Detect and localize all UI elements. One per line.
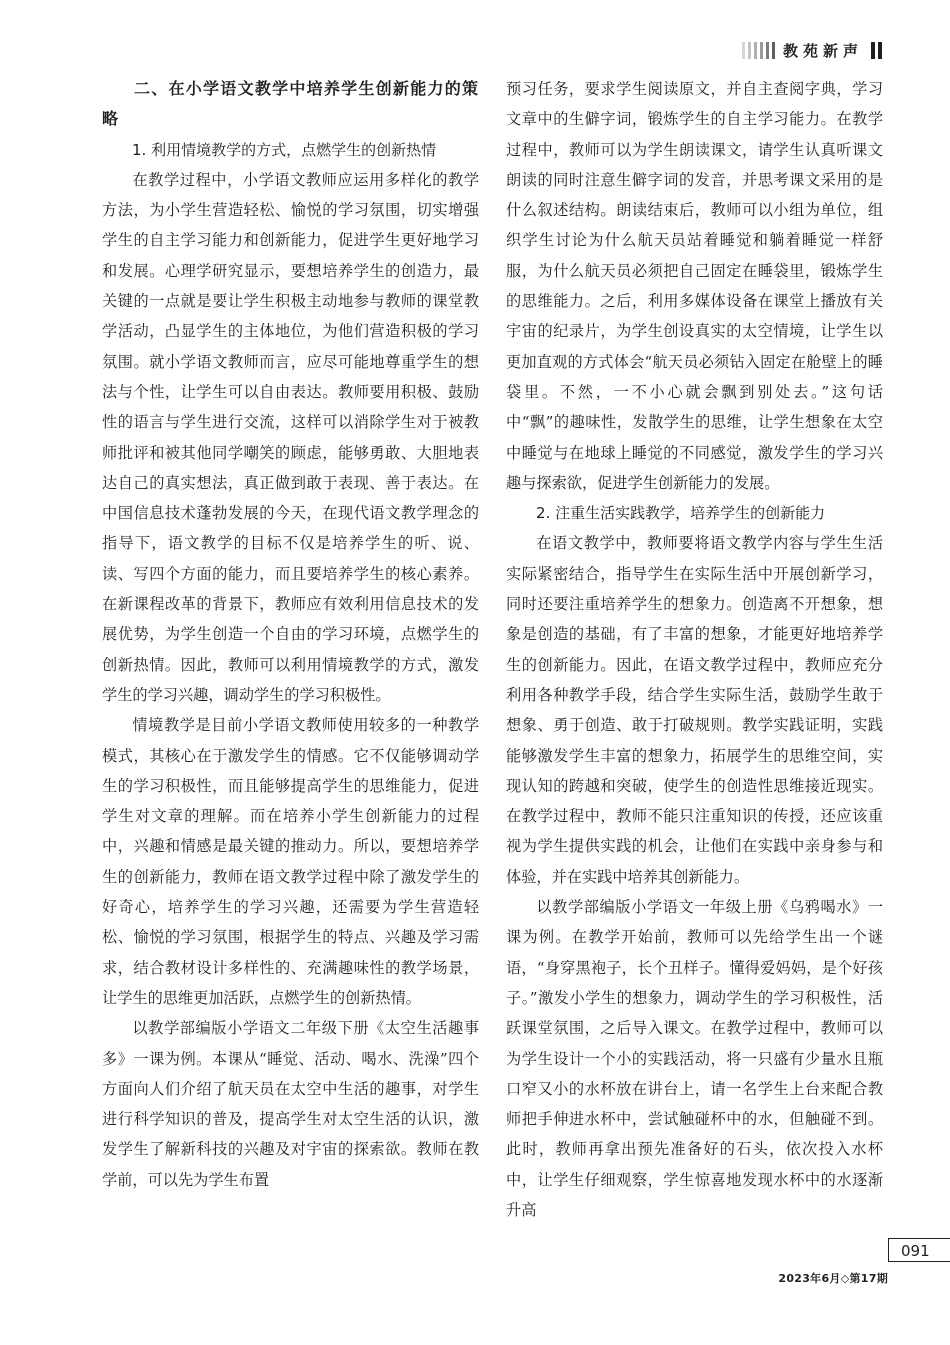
page-number: 091 bbox=[888, 1238, 950, 1262]
issue-label: 2023年6月◇第17期 bbox=[778, 1272, 888, 1285]
left-column bbox=[102, 74, 479, 1195]
header-end-bars bbox=[871, 42, 882, 59]
right-column bbox=[506, 74, 883, 1225]
subsection-heading-1: 1. 利用情境教学的方式，点燃学生的创新热情 bbox=[132, 140, 437, 159]
paragraph-continued: 预习任务，要求学生阅读原文，并自主查阅字典，学习文章中的生僻字词，锻炼学生的自主学习能力。在教学过程中，教师可以为学生朗读课文，请学生认真听课文朗读的同时注意生僻字词的发音，并思考课文采用的是什么叙述结构。朗读结束后，教师可以小组为单位，组织学生讨论为什么航天员站着睡觉和躺着睡觉一样舒服，为什么航天员必须把自己固定在睡袋里，锻炼学生的思维能力。之后，利用多媒体设备在课堂上播放有关宇宙的纪录片，为学生创设真实的太空情境，让学生以更加直观的方式体会“航天员必须钻入固定在舱壁上的睡袋里。不然，一不小心就会飘到别处去。”这句话中“飘”的趣味性，发散学生的思维，让学生想象在太空中睡觉与在地球上睡觉的不同感觉，激发学生的学习兴趣与探索欲，促进学生创新能力的发展。 bbox=[506, 80, 883, 492]
paragraph: 在语文教学中，教师要将语文教学内容与学生生活实际紧密结合，指导学生在实际生活中开展创新学习，同时还要注重培养学生的想象力。创造离不开想象，想象是创造的基础，有了丰富的想象，才能更好地培养学生的创新能力。因此，在语文教学过程中，教师应充分利用各种教学手段，结合学生实际生活，鼓励学生敢于想象、勇于创造、敢于打破规则。教学实践证明，实践能够激发学生丰富的想象力，拓展学生的思维空间，实现认知的跨越和突破，使学生的创造性思维接近现实。在教学过程中，教师不能只注重知识的传授，还应该重视为学生提供实践的机会，让他们在实践中亲身参与和体验，并在实践中培养其创新能力。 bbox=[506, 534, 883, 886]
subsection-heading-2: 2. 注重生活实践教学，培养学生的创新能力 bbox=[536, 504, 826, 523]
paragraph: 以教学部编版小学语文一年级上册《乌鸦喝水》一课为例。在教学开始前，教师可以先给学生出一个谜语，“身穿黑袍子，长个丑样子。懂得爱妈妈，是个好孩子。”激发小学生的想象力，调动学生的学习积极性，活跃课堂氛围，之后导入课文。在教学过程中，教师可以为学生设计一个小的实践活动，将一只盛有少量水且瓶口窄又小的水杯放在讲台上，请一名学生上台来配合教师把手伸进水杯中，尝试触碰杯中的水，但触碰不到。此时，教师再拿出预先准备好的石头，依次投入水杯中，让学生仔细观察，学生惊喜地发现水杯中的水逐渐升高 bbox=[506, 898, 883, 1219]
header-gradient-bars bbox=[742, 42, 775, 59]
paragraph: 在教学过程中，小学语文教师应运用多样化的教学方法，为小学生营造轻松、愉悦的学习氛围，切实增强学生的自主学习能力和创新能力，促进学生更好地学习和发展。心理学研究显示，要想培养学生的创造力，最关键的一点就是要让学生积极主动地参与教师的课堂教学活动，凸显学生的主体地位，为他们营造积极的学习氛围。就小学语文教师而言，应尽可能地尊重学生的想法与个性，让学生可以自由表达。教师要用积极、鼓励性的语言与学生进行交流，这样可以消除学生对于被教师批评和被其他同学嘲笑的顾虑，能够勇敢、大胆地表达自己的真实想法，真正做到敢于表现、善于表达。在中国信息技术蓬勃发展的今天，在现代语文教学理念的指导下，语文教学的目标不仅是培养学生的听、说、读、写四个方面的能力，而且要培养学生的核心素养。在新课程改革的背景下，教师应有效利用信息技术的发展优势，为学生创造一个自由的学习环境，点燃学生的创新热情。因此，教师可以利用情境教学的方式，激发学生的学习兴趣，调动学生的学习积极性。 bbox=[102, 170, 479, 704]
column-title: 教苑新声 bbox=[782, 41, 863, 60]
paragraph: 情境教学是目前小学语文教师使用较多的一种教学模式，其核心在于激发学生的情感。它不仅能够调动学生的学习积极性，而且能够提高学生的思维能力，促进学生对文章的理解。而在培养小学生创新能力的过程中，兴趣和情感是最关键的推动力。所以，要想培养学生的创新能力，教师在语文教学过程中除了激发学生的好奇心，培养学生的学习兴趣，还需要为学生营造轻松、愉悦的学习氛围，根据学生的特点、兴趣及学习需求，结合教材设计多样性的、充满趣味性的教学场景，让学生的思维更加活跃，点燃学生的创新热情。 bbox=[102, 716, 479, 1007]
section-heading: 二、在小学语文教学中培养学生创新能力的策略 bbox=[102, 79, 479, 129]
paragraph: 以教学部编版小学语文二年级下册《太空生活趣事多》一课为例。本课从“睡觉、活动、喝水、洗澡”四个方面向人们介绍了航天员在太空中生活的趣事，对学生进行科学知识的普及，提高学生对太空生活的认识，激发学生了解新科技的兴趣及对宇宙的探索欲。教师在教学前，可以先为学生布置 bbox=[102, 1019, 479, 1189]
running-header bbox=[742, 38, 882, 62]
